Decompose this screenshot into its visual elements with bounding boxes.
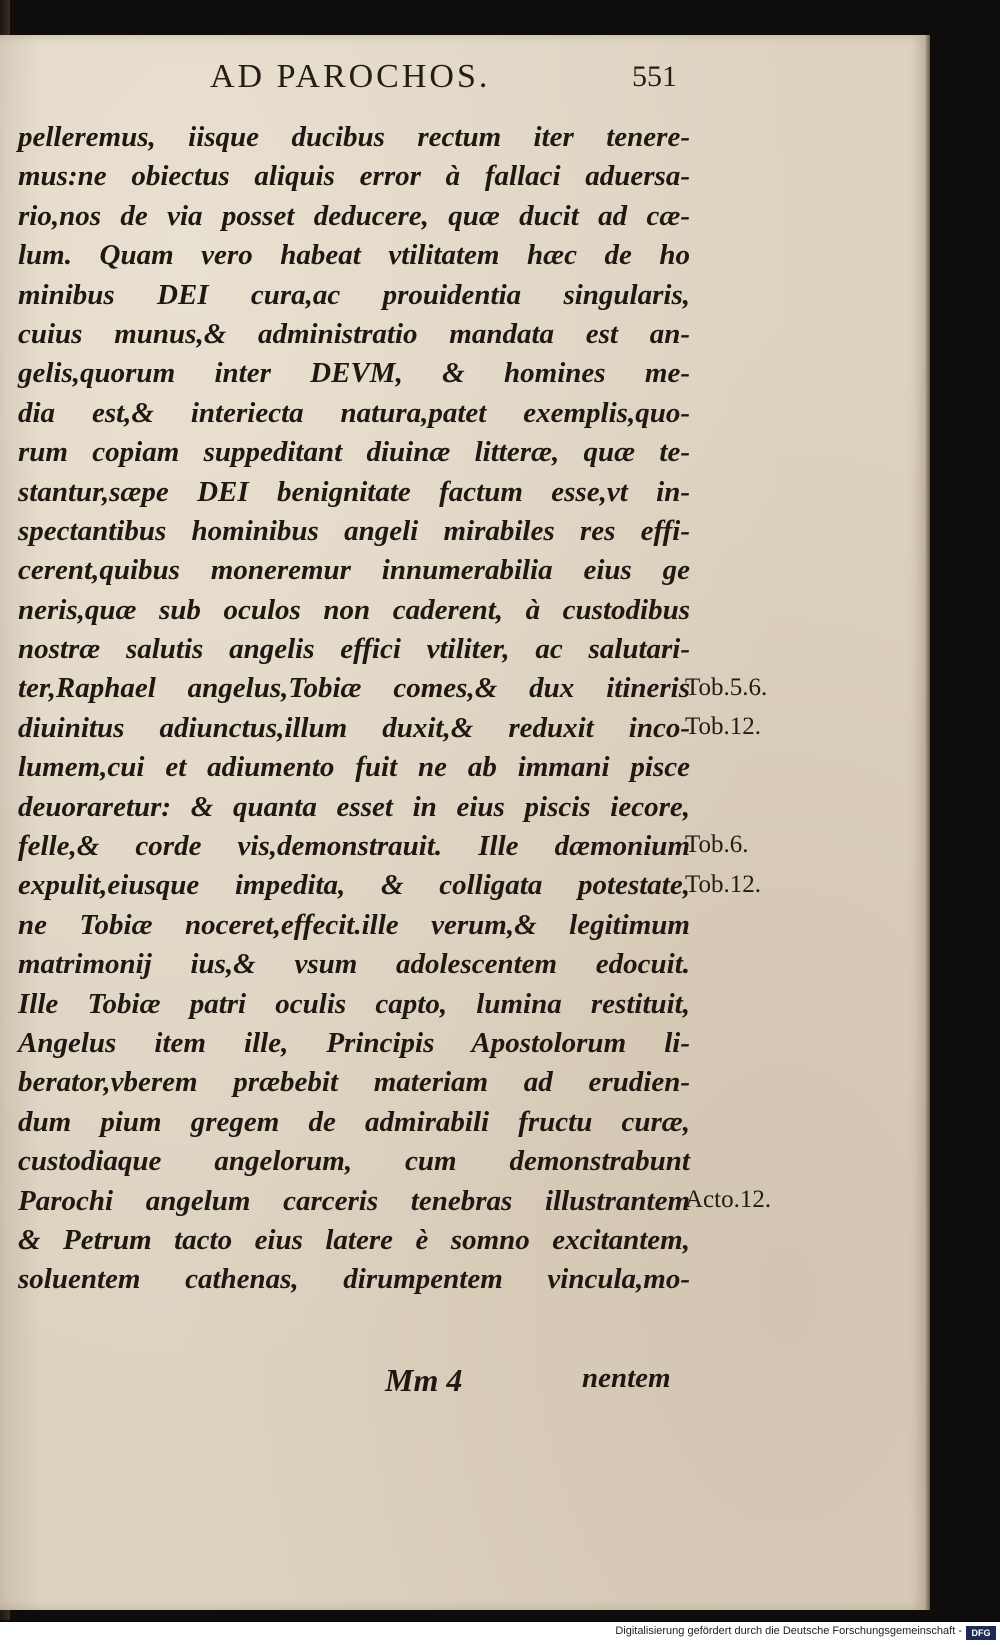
running-head: AD PAROCHOS. xyxy=(210,58,491,95)
text-line: diuinitus adiunctus,illum duxit,& reduxit inco- xyxy=(18,711,690,744)
text-line: neris,quæ sub oculos non caderent, à custodibus xyxy=(18,593,690,626)
text-line: berator,vberem præbebit materiam ad erudien- xyxy=(18,1066,690,1099)
text-line: & Petrum tacto eius latere è somno excitantem, xyxy=(18,1223,690,1256)
text-line: deuoraretur: & quanta esset in eius piscis iecore, xyxy=(18,790,690,823)
marginal-note: Acto.12. xyxy=(685,1185,772,1213)
funding-credit: Digitalisierung gefördert durch die Deutsche Forschungsgemeinschaft - xyxy=(615,1625,962,1637)
text-line: matrimonij ius,& vsum adolescentem edocuit. xyxy=(18,948,690,981)
text-line: dum pium gregem de admirabili fructu curæ, xyxy=(18,1105,690,1138)
marginal-note: Tob.12. xyxy=(685,713,762,740)
text-line: gelis,quorum inter DEVM, & homines me- xyxy=(18,357,690,390)
text-line: spectantibus hominibus angeli mirabiles res effi- xyxy=(18,514,690,547)
text-line: minibus DEI cura,ac prouidentia singularis, xyxy=(18,278,690,311)
marginal-note: Tob.12. xyxy=(685,870,762,898)
text-line: cerent,quibus moneremur innumerabilia eius ge xyxy=(18,554,690,587)
text-line: cuius munus,& administratio mandata est an- xyxy=(18,317,690,350)
dfg-logo: DFG xyxy=(966,1626,996,1640)
text-line: lumem,cui et adiumento fuit ne ab immani pisce xyxy=(18,751,690,784)
text-line: Ille Tobiæ patri oculis capto, lumina restituit, xyxy=(18,987,690,1020)
marginal-note: Tob.5.6. xyxy=(685,673,768,701)
text-line: rio,nos de via posset deducere, quæ ducit ad cæ- xyxy=(18,199,690,232)
page-number: 551 xyxy=(632,60,677,93)
text-line: nostræ salutis angelis effici vtiliter, ac salutari- xyxy=(18,633,690,666)
text-line: custodiaque angelorum, cum demonstrabunt xyxy=(18,1145,690,1178)
catchword: nentem xyxy=(582,1362,671,1394)
page-edge xyxy=(925,35,930,1610)
body-text xyxy=(18,118,690,1300)
text-line: dia est,& interiecta natura,patet exemplis,quo- xyxy=(18,396,690,429)
text-line: stantur,sæpe DEI benignitate factum esse,vt in- xyxy=(18,475,690,508)
text-line: mus:ne obiectus aliquis error à fallaci aduersa- xyxy=(18,160,690,193)
text-line: pelleremus, iisque ducibus rectum iter tenere- xyxy=(18,121,690,153)
text-line: expulit,eiusque impedita, & colligata potestate, xyxy=(18,869,690,902)
text-line: soluentem cathenas, dirumpentem vincula,mo- xyxy=(18,1263,690,1296)
text-line: ne Tobiæ noceret,effecit.ille verum,& legitimum xyxy=(18,908,690,941)
text-line: Angelus item ille, Principis Apostolorum li- xyxy=(18,1026,690,1059)
text-line: ter,Raphael angelus,Tobiæ comes,& dux itineris xyxy=(18,672,690,705)
marginal-note: Tob.6. xyxy=(685,831,749,859)
signature-mark: Mm 4 xyxy=(385,1362,463,1398)
text-line: felle,& corde vis,demonstrauit. Ille dæmonium xyxy=(18,830,690,863)
footer-bar xyxy=(0,1622,1000,1645)
text-line: Parochi angelum carceris tenebras illustrantem xyxy=(18,1184,690,1217)
text-line: lum. Quam vero habeat vtilitatem hæc de ho xyxy=(18,239,690,272)
text-line: rum copiam suppeditant diuinæ litteræ, quæ te- xyxy=(18,436,690,469)
